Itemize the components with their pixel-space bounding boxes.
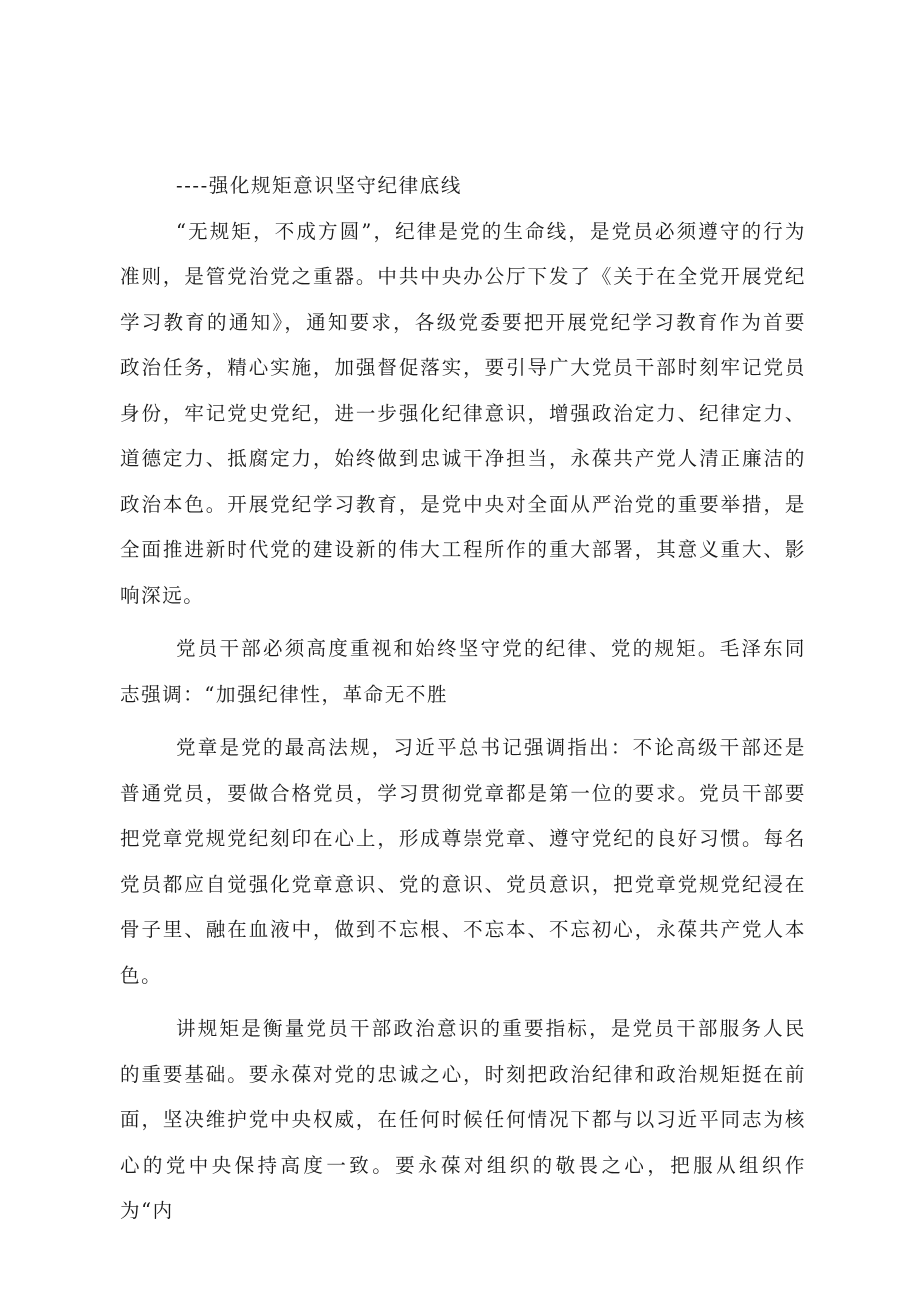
paragraph-mao-quote: 党员干部必须高度重视和始终坚守党的纪律、党的规矩。毛泽东同志强调：“加强纪律性，革命无不胜 xyxy=(120,637,806,706)
paragraph-political-rules: 讲规矩是衡量党员干部政治意识的重要指标，是党员干部服务人民的重要基础。要永葆对党的忠诚之心，时刻把政治纪律和政治规矩挺在前面，坚决维护党中央权威，在任何时候任何情况下都与以习近平同志为核心的党中央保持高度一致。要永葆对组织的敬畏之心，把服从组织作为“内 xyxy=(120,1017,806,1222)
paragraph-party-constitution: 党章是党的最高法规，习近平总书记强调指出：不论高级干部还是普通党员，要做合格党员，学习贯彻党章都是第一位的要求。党员干部要把党章党规党纪刻印在心上，形成尊崇党章、遵守党纪的良好习惯。每名党员都应自觉强化党章意识、党的意识、党员意识，把党章党规党纪浸在骨子里、融在血液中，做到不忘根、不忘本、不忘初心，永葆共产党人本色。 xyxy=(120,736,806,987)
paragraph-discipline-lifeline: “无规矩，不成方圆”，纪律是党的生命线，是党员必须遵守的行为准则，是管党治党之重器。中共中央办公厅下发了《关于在全党开展党纪学习教育的通知》，通知要求，各级党委要把开展党纪学习教育作为首要政治任务，精心实施，加强督促落实，要引导广大党员干部时刻牢记党员身份，牢记党史党纪，进一步强化纪律意识，增强政治定力、纪律定力、道德定力、抵腐定力，始终做到忠诚干净担当，永葆共产党人清正廉洁的政治本色。开展党纪学习教育，是党中央对全面从严治党的重要举措，是全面推进新时代党的建设新的伟大工程所作的重大部署，其意义重大、影响深远。 xyxy=(120,219,806,607)
document-body xyxy=(120,163,806,1234)
document-subtitle: ----强化规矩意识坚守纪律底线 xyxy=(176,174,462,197)
